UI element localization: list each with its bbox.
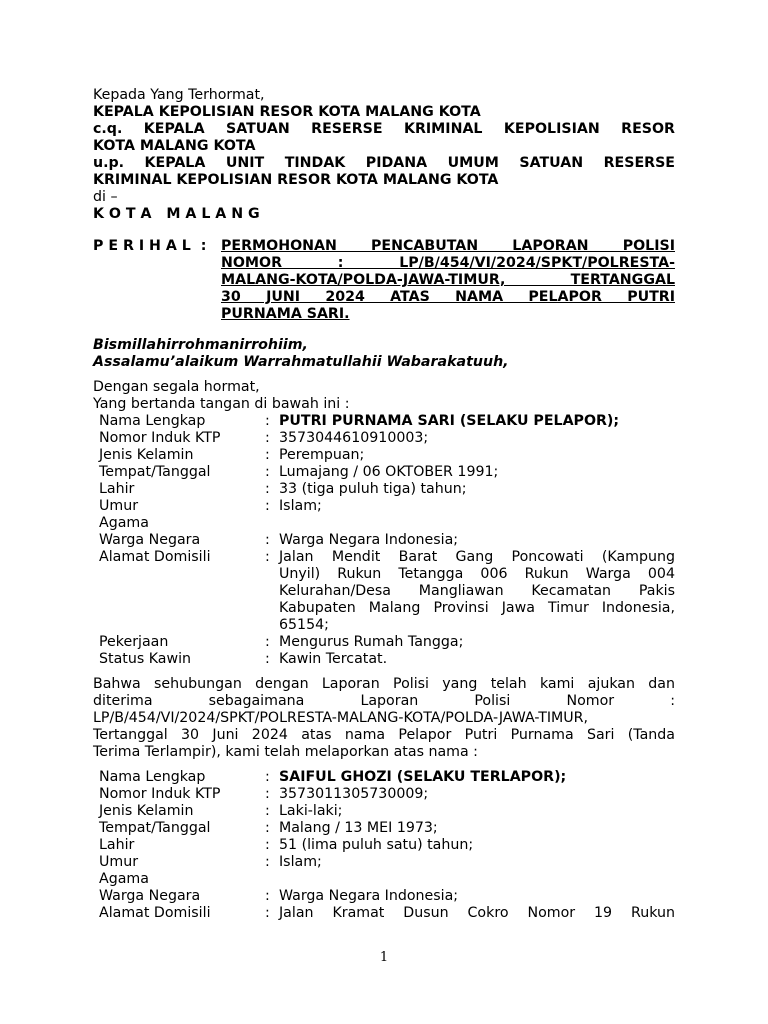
identity-label: Nomor Induk KTP [99,430,221,446]
identity-row [93,464,675,481]
perihal-label: P E R I H A L : [93,238,207,254]
identity-colon: : [265,769,270,785]
identity-row [93,515,675,532]
identity-label: Alamat Domisili [99,905,211,921]
identity-label: Pekerjaan [99,634,169,650]
identity-row [93,888,675,905]
identity-value: 33 (tiga puluh tiga) tahun; [279,481,467,497]
identity-value: 3573011305730009; [279,786,429,802]
identity-colon [265,871,279,888]
identity-value: Warga Negara Indonesia; [279,888,459,904]
identity-colon: : [265,820,270,836]
identity-row [93,481,675,498]
identity-colon: : [265,430,270,446]
identity-label: Umur [99,498,139,514]
identity-colon: : [265,803,270,819]
identity-colon: : [265,464,270,480]
identity-label: Tempat/Tanggal [99,464,211,480]
identity-row [93,871,675,888]
letter-page [93,87,675,922]
identity-row [93,651,675,668]
body-line: Terima Terlampir), kami telah melaporkan atas nama : [93,744,478,760]
identity-label: Jenis Kelamin [99,803,194,819]
identity-row [93,413,675,430]
identity-colon: : [265,549,270,565]
recipient-block [93,87,675,223]
salutation-line: Kepada Yang Terhormat, [93,87,265,103]
recipient-up-line: u.p. KEPALA UNIT TINDAK PIDANA UMUM SATUAN RESERSE [93,155,675,171]
recipient-title: KEPALA KEPOLISIAN RESOR KOTA MALANG KOTA [93,104,481,120]
identity-label: Warga Negara [99,532,201,548]
identity-value: Perempuan; [279,447,365,463]
recipient-di: di – [93,189,118,205]
identity-colon: : [265,905,270,921]
body-line: Tertanggal 30 Juni 2024 atas nama Pelapor Putri Purnama Sari (Tanda [93,727,675,743]
identity-value [279,515,675,532]
identity-value [279,871,675,888]
opening-block [93,379,675,413]
identity-row [93,532,675,549]
identity-value: Warga Negara Indonesia; [279,532,459,548]
bismillah-line: Bismillahirrohmanirrohiim, [93,337,308,353]
identity-colon: : [265,447,270,463]
perihal-subject [221,238,675,323]
identity-colon: : [265,786,270,802]
identity-label: Warga Negara [99,888,201,904]
identity-row [93,854,675,871]
identity-row [93,634,675,651]
identity-label: Alamat Domisili [99,549,211,565]
perihal-section [93,238,675,323]
identity-label: Agama [99,871,149,887]
identity-value: Malang / 13 MEI 1973; [279,820,438,836]
identity-colon: : [265,498,270,514]
identity-value: Kawin Tercatat. [279,651,388,667]
body-line: Bahwa sehubungan dengan Laporan Polisi yang telah kami ajukan dan [93,676,675,692]
identity-row [93,549,675,634]
perihal-line: PURNAMA SARI. [221,306,350,322]
identity-colon: : [265,532,270,548]
perihal-line: NOMOR : LP/B/454/VI/2024/SPKT/POLRESTA- [221,255,675,271]
identity-colon [265,515,279,532]
identity-value: SAIFUL GHOZI (SELAKU TERLAPOR); [279,769,567,785]
identity-row [93,905,675,922]
identity-label: Lahir [99,481,135,497]
identity-colon: : [265,413,270,429]
identity-label: Nama Lengkap [99,413,206,429]
identity-value: Lumajang / 06 OKTOBER 1991; [279,464,499,480]
identity-row [93,430,675,447]
address-line: Jalan Mendit Barat Gang Poncowati (Kampung [279,549,675,565]
identity-value: Islam; [279,498,322,514]
body-line: LP/B/454/VI/2024/SPKT/POLRESTA-MALANG-KOTA/POLDA-JAWA-TIMUR, [93,710,589,726]
perihal-line: PERMOHONAN PENCABUTAN LAPORAN POLISI [221,238,675,254]
identity-colon: : [265,837,270,853]
identity-colon: : [265,651,270,667]
body-paragraph [93,676,675,761]
identity-label: Umur [99,854,139,870]
recipient-cq-line: c.q. KEPALA SATUAN RESERSE KRIMINAL KEPOLISIAN RESOR [93,121,675,137]
identity-label: Nomor Induk KTP [99,786,221,802]
terlapor-identity-table [93,769,675,922]
recipient-cq-line-cont: KOTA MALANG KOTA [93,138,256,154]
salam-line: Assalamu’alaikum Warrahmatullahii Wabarakatuuh, [93,354,509,370]
opening-line: Yang bertanda tangan di bawah ini : [93,396,350,412]
address-line: Unyil) Rukun Tetangga 006 Rukun Warga 004 [279,566,675,582]
identity-value-address [279,549,675,634]
identity-colon: : [265,888,270,904]
identity-label: Status Kawin [99,651,192,667]
identity-value: 51 (lima puluh satu) tahun; [279,837,474,853]
identity-colon: : [265,634,270,650]
identity-label: Jenis Kelamin [99,447,194,463]
opening-line: Dengan segala hormat, [93,379,260,395]
page-number: 1 [379,950,389,965]
body-line: diterima sebagaimana Laporan Polisi Nomor : [93,693,675,709]
identity-value: Islam; [279,854,322,870]
identity-row [93,498,675,515]
greeting-block [93,337,675,371]
identity-label: Nama Lengkap [99,769,206,785]
identity-label: Agama [99,515,149,531]
identity-colon: : [265,481,270,497]
identity-row [93,769,675,786]
perihal-line: 30 JUNI 2024 ATAS NAMA PELAPOR PUTRI [221,289,675,305]
identity-colon: : [265,854,270,870]
identity-row [93,837,675,854]
identity-label: Lahir [99,837,135,853]
identity-row [93,786,675,803]
identity-value: Laki-laki; [279,803,343,819]
pelapor-identity-table [93,413,675,668]
address-line: Kabupaten Malang Provinsi Jawa Timur Indonesia, [279,600,675,616]
recipient-city: K O T A M A L A N G [93,206,260,222]
identity-row [93,447,675,464]
identity-row [93,803,675,820]
address-line: Kelurahan/Desa Mangliawan Kecamatan Pakis [279,583,675,599]
identity-row [93,820,675,837]
identity-value: 3573044610910003; [279,430,429,446]
recipient-up-line-cont: KRIMINAL KEPOLISIAN RESOR KOTA MALANG KOTA [93,172,499,188]
identity-label: Tempat/Tanggal [99,820,211,836]
identity-value: Jalan Kramat Dusun Cokro Nomor 19 Rukun [279,905,675,921]
identity-value: PUTRI PURNAMA SARI (SELAKU PELAPOR); [279,413,620,429]
identity-value: Mengurus Rumah Tangga; [279,634,464,650]
address-line: 65154; [279,617,329,633]
perihal-line: MALANG-KOTA/POLDA-JAWA-TIMUR, TERTANGGAL [221,272,675,288]
